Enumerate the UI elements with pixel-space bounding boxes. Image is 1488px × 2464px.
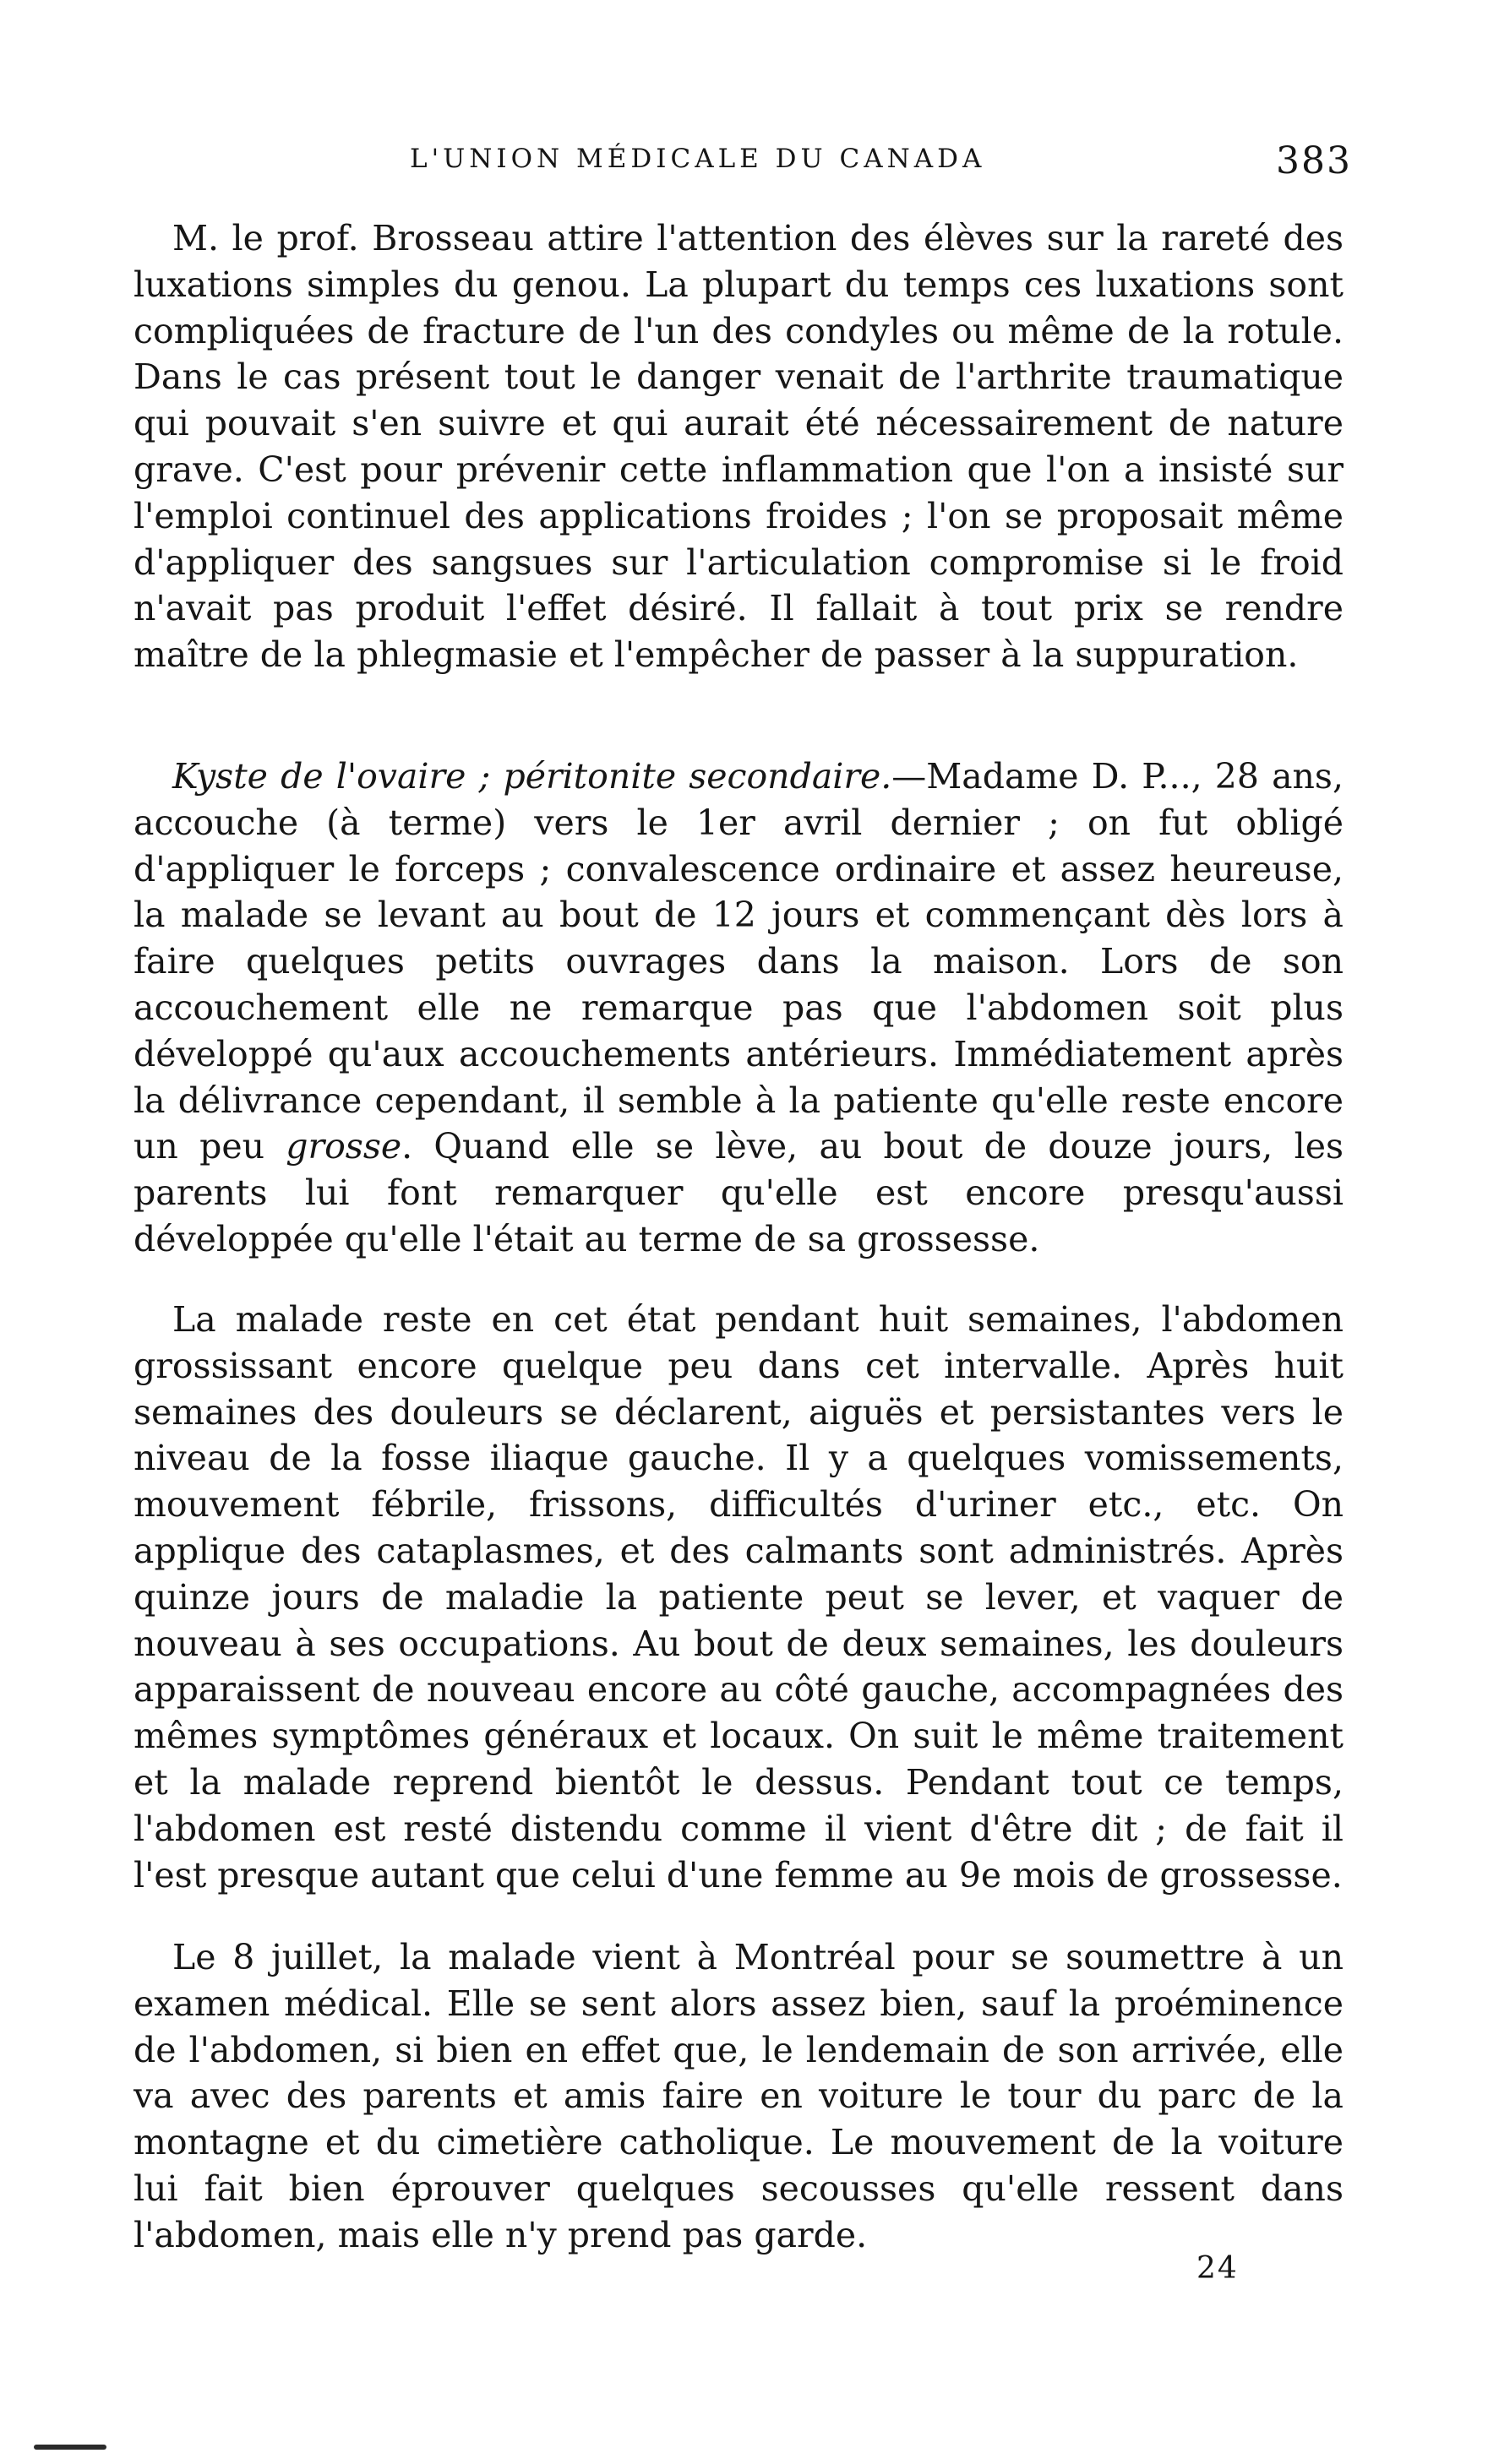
paragraph-evolution bbox=[134, 1297, 1344, 1898]
running-title: L'UNION MÉDICALE DU CANADA bbox=[410, 144, 986, 174]
paragraph-brosseau bbox=[134, 215, 1344, 678]
margin-mark bbox=[34, 2445, 106, 2450]
case-text-part2: . Quand elle se lève, au bout de douze jours, les parents lui font remarquer qu'elle est encore presqu'aussi développée qu'elle l'était au terme de sa grossesse. bbox=[134, 1126, 1344, 1259]
case-text-part1: —Madame D. P..., 28 ans, accouche (à terme) vers le 1er avril dernier ; on fut obligé d'appliquer le forceps ; convalescence ordinaire et assez heureuse, la malade se levant au bout de 12 jours et commençant dès lors à faire quelques petits ouvrages dans la maison. Lors de son accouchement elle ne remarque pas que l'abdomen soit plus développé qu'aux accouchements antérieurs. Immédiatement après la délivrance cependant, il semble à la patiente qu'elle reste encore un peu bbox=[134, 756, 1344, 1167]
paragraph-montreal-visit bbox=[134, 1934, 1344, 2259]
paragraph-text bbox=[134, 753, 1344, 1263]
paragraph-text: M. le prof. Brosseau attire l'attention des élèves sur la rareté des luxations simples du genou. La plupart du temps ces luxations sont compliquées de fracture de l'un des condyles ou même de la rotule. Dans le cas présent tout le danger venait de l'arthrite traumatique qui pouvait s'en suivre et qui aurait été nécessairement de nature grave. C'est pour prévenir cette inflammation que l'on a insisté sur l'emploi continuel des applications froides ; l'on se proposait même d'appliquer des sangsues sur l'articulation compromise si le froid n'avait pas produit l'effet désiré. Il fallait à tout prix se rendre maître de la phlegmasie et l'empêcher de passer à la suppuration. bbox=[134, 218, 1344, 676]
signature-mark: 24 bbox=[1196, 2251, 1239, 2286]
page-number: 383 bbox=[1276, 139, 1352, 182]
paragraph-text: Le 8 juillet, la malade vient à Montréal pour se soumettre à un examen médical. Elle se sent alors assez bien, sauf la proéminence de l'abdomen, si bien en effet que, le lendemain de son arrivée, elle va avec des parents et amis faire en voiture le tour du parc de la montagne et du cimetière catholique. Le mouvement de la voiture lui fait bien éprouver quelques secousses qu'elle ressent dans l'abdomen, mais elle n'y prend pas garde. bbox=[134, 1937, 1344, 2255]
case-title: Kyste de l'ovaire ; péritonite secondaire. bbox=[172, 756, 892, 797]
paragraph-case-report bbox=[134, 753, 1344, 1263]
case-emphasis: grosse bbox=[286, 1126, 402, 1167]
paragraph-text: La malade reste en cet état pendant huit semaines, l'abdomen grossissant encore quelque peu dans cet intervalle. Après huit semaines des douleurs se déclarent, aiguës et persistantes vers le niveau de la fosse iliaque gauche. Il y a quelques vomissements, mouvement fébrile, frissons, difficultés d'uriner etc., etc. On applique des cataplasmes, et des calmants sont administrés. Après quinze jours de maladie la patiente peut se lever, et vaquer de nouveau à ses occupations. Au bout de deux semaines, les douleurs apparaissent de nouveau encore au côté gauche, accompagnées des mêmes symptômes généraux et locaux. On suit le même traitement et la malade reprend bientôt le dessus. Pendant tout ce temps, l'abdomen est resté distendu comme il vient d'être dit ; de fait il l'est presque autant que celui d'une femme au 9e mois de grossesse. bbox=[134, 1299, 1344, 1896]
